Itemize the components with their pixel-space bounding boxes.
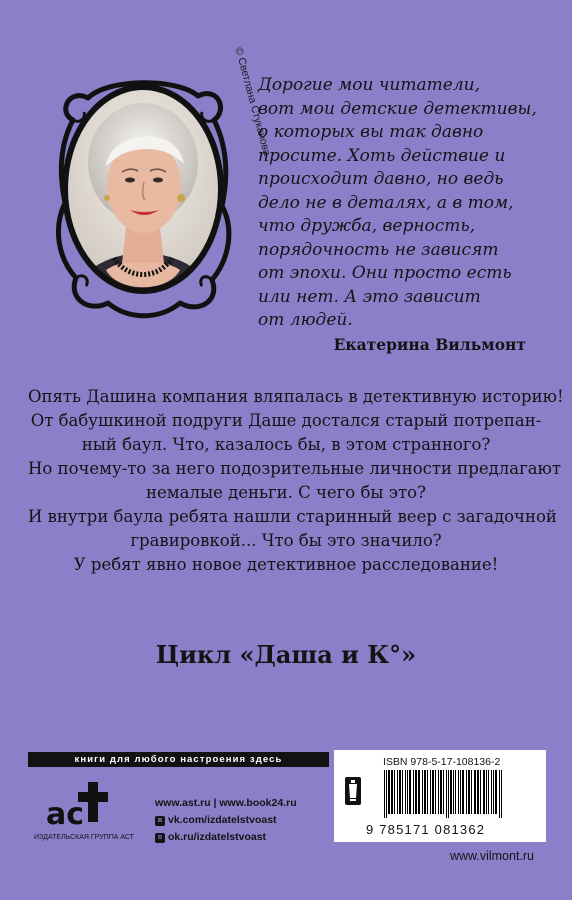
barcode-bar xyxy=(438,770,439,814)
vk-row xyxy=(155,812,297,829)
barcode-bar xyxy=(450,770,452,814)
barcode-bar xyxy=(477,770,479,814)
publisher-links xyxy=(155,795,297,846)
photo-credit: © Светлана Стуканова xyxy=(232,46,273,157)
barcode-bar xyxy=(493,770,494,814)
barcode-bar xyxy=(440,770,442,814)
barcode-bar xyxy=(424,770,426,814)
barcode-bar xyxy=(394,770,395,814)
ok-row xyxy=(155,829,297,846)
barcode xyxy=(382,770,530,818)
barcode-bar xyxy=(386,770,387,818)
websites-link[interactable]: www.ast.ru | www.book24.ru xyxy=(155,797,297,809)
ok-link[interactable]: ok.ru/izdatelstvoast xyxy=(168,831,267,843)
annotation-line: ный баул. Что, казалось бы, в этом странного? xyxy=(81,435,491,454)
barcode-bar xyxy=(443,770,444,814)
annotation-line: Но почему-то за него подозрительные личности предлагают xyxy=(28,459,562,478)
barcode-bar xyxy=(480,770,481,814)
annotation-line: У ребят явно новое детективное расследование! xyxy=(73,555,499,574)
barcode-bar xyxy=(460,770,461,814)
barcode-bar xyxy=(402,770,403,814)
barcode-bar xyxy=(455,770,456,814)
quote-line: просите. Хоть действие и xyxy=(258,145,506,166)
isbn-number: ISBN 978-5-17-108136-2 xyxy=(383,756,501,768)
ok-icon: о xyxy=(155,833,165,843)
quote-line: о которых вы так давно xyxy=(258,122,484,142)
quote-line: Дорогие мои читатели, xyxy=(258,75,480,95)
barcode-bar xyxy=(388,770,390,814)
book-annotation xyxy=(28,385,564,577)
barcode-bar xyxy=(405,770,406,814)
quote-line: порядочность не зависят xyxy=(258,239,499,260)
barcode-bar xyxy=(418,770,420,814)
barcode-bar xyxy=(458,770,459,814)
vk-link[interactable]: vk.com/izdatelstvoast xyxy=(168,814,277,826)
series-title: Цикл «Даша и К°» xyxy=(155,640,417,669)
quote-line: или нет. А это зависит xyxy=(258,286,481,307)
quote-author: Екатерина Вильмонт xyxy=(333,335,526,354)
barcode-bar xyxy=(430,770,431,814)
barcode-bar xyxy=(501,770,502,818)
author-portrait xyxy=(48,58,238,320)
barcode-bar xyxy=(435,770,436,814)
barcode-bar xyxy=(483,770,485,814)
barcode-bar xyxy=(453,770,454,814)
barcode-bar xyxy=(499,770,500,818)
barcode-bar xyxy=(466,770,467,814)
publisher-name: ИЗДАТЕЛЬСКАЯ ГРУППА АСТ xyxy=(34,834,134,841)
barcode-bar xyxy=(495,770,497,814)
lantern-icon xyxy=(344,776,362,806)
annotation-line: гравировкой... Что бы это значило? xyxy=(130,531,442,550)
barcode-bar xyxy=(474,770,476,814)
barcode-bar xyxy=(448,770,449,818)
websites-row xyxy=(155,795,297,812)
vk-icon: в xyxy=(155,816,165,826)
tagline-bar: книги для любого настроения здесь xyxy=(28,752,329,767)
author-site[interactable]: www.vilmont.ru xyxy=(449,849,534,863)
annotation-line: От бабушкиной подруги Даше достался старый потрепан- xyxy=(30,411,542,430)
author-quote xyxy=(258,74,538,333)
barcode-bar xyxy=(427,770,428,814)
annotation-line: И внутри баула ребята нашли старинный веер с загадочной xyxy=(28,507,557,526)
barcode-bar xyxy=(413,770,414,814)
barcode-bar xyxy=(384,770,385,818)
barcode-bar xyxy=(468,770,470,814)
quote-line: происходит давно, но ведь xyxy=(258,169,504,189)
barcode-bar xyxy=(446,770,447,818)
barcode-bar xyxy=(471,770,472,814)
barcode-bar xyxy=(486,770,487,814)
barcode-bar xyxy=(432,770,434,814)
quote-line: дело не в деталях, а в том, xyxy=(258,192,514,213)
barcode-bar xyxy=(422,770,423,814)
barcode-bar xyxy=(407,770,408,814)
quote-line: от людей. xyxy=(258,310,353,330)
barcode-bar xyxy=(391,770,393,814)
barcode-bar xyxy=(462,770,464,814)
barcode-bar xyxy=(409,770,411,814)
annotation-line: Опять Дашина компания вляпалась в детективную историю! xyxy=(28,387,564,406)
quote-line: вот мои детские детективы, xyxy=(258,98,537,119)
quote-line: что дружба, верность, xyxy=(258,216,476,236)
annotation-line: немалые деньги. С чего бы это? xyxy=(146,483,426,502)
ast-logo-text: ас xyxy=(46,797,85,832)
barcode-bar xyxy=(415,770,417,814)
barcode-bar xyxy=(397,770,398,814)
barcode-digits: 9 785171 081362 xyxy=(366,822,486,837)
barcode-bar xyxy=(488,770,489,814)
quote-line: от эпохи. Они просто есть xyxy=(258,263,512,283)
ast-logo xyxy=(40,778,120,836)
barcode-bar xyxy=(399,770,401,814)
barcode-bar xyxy=(491,770,492,814)
